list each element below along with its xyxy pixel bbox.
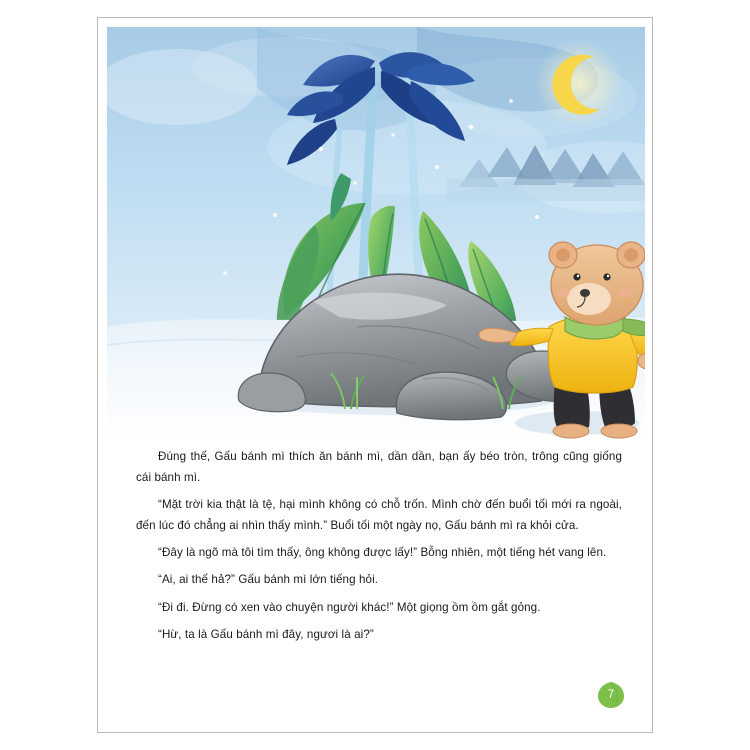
paragraph-3: “Đây là ngõ mà tôi tìm thấy, ông không được lấy!” Bỗng nhiên, một tiếng hét vang lên. — [158, 546, 607, 560]
book-page — [97, 17, 653, 733]
illustration — [107, 27, 645, 439]
crescent-moon — [535, 39, 623, 127]
paragraph-2: “Mặt trời kia thật là tệ, hại mình không có chỗ trốn. Mình chờ đến buổi tối mới ra ngoài, đến lúc đó chẳng ai nhìn thấy mình.” Buổi tối một ngày nọ, Gấu bánh mì ra khỏi cửa. — [136, 498, 622, 533]
page-number: 7 — [607, 689, 615, 701]
page-number-badge — [596, 680, 626, 710]
paragraph-6: “Hừ, ta là Gấu bánh mì đây, ngươi là ai?” — [158, 627, 374, 641]
paragraph-5: “Đi đi. Đừng có xen vào chuyện người khác!” Một giọng ồm ồm gắt gỏng. — [158, 600, 541, 614]
illustration-svg — [107, 27, 645, 439]
paragraph-4: “Ai, ai thế hả?” Gấu bánh mì lớn tiếng hỏi. — [158, 573, 379, 587]
paragraph-1: Đúng thế, Gấu bánh mì thích ăn bánh mì, dần dần, bạn ấy béo tròn, trông cũng giống cái bánh mì. — [136, 450, 622, 485]
story-text — [136, 446, 622, 651]
